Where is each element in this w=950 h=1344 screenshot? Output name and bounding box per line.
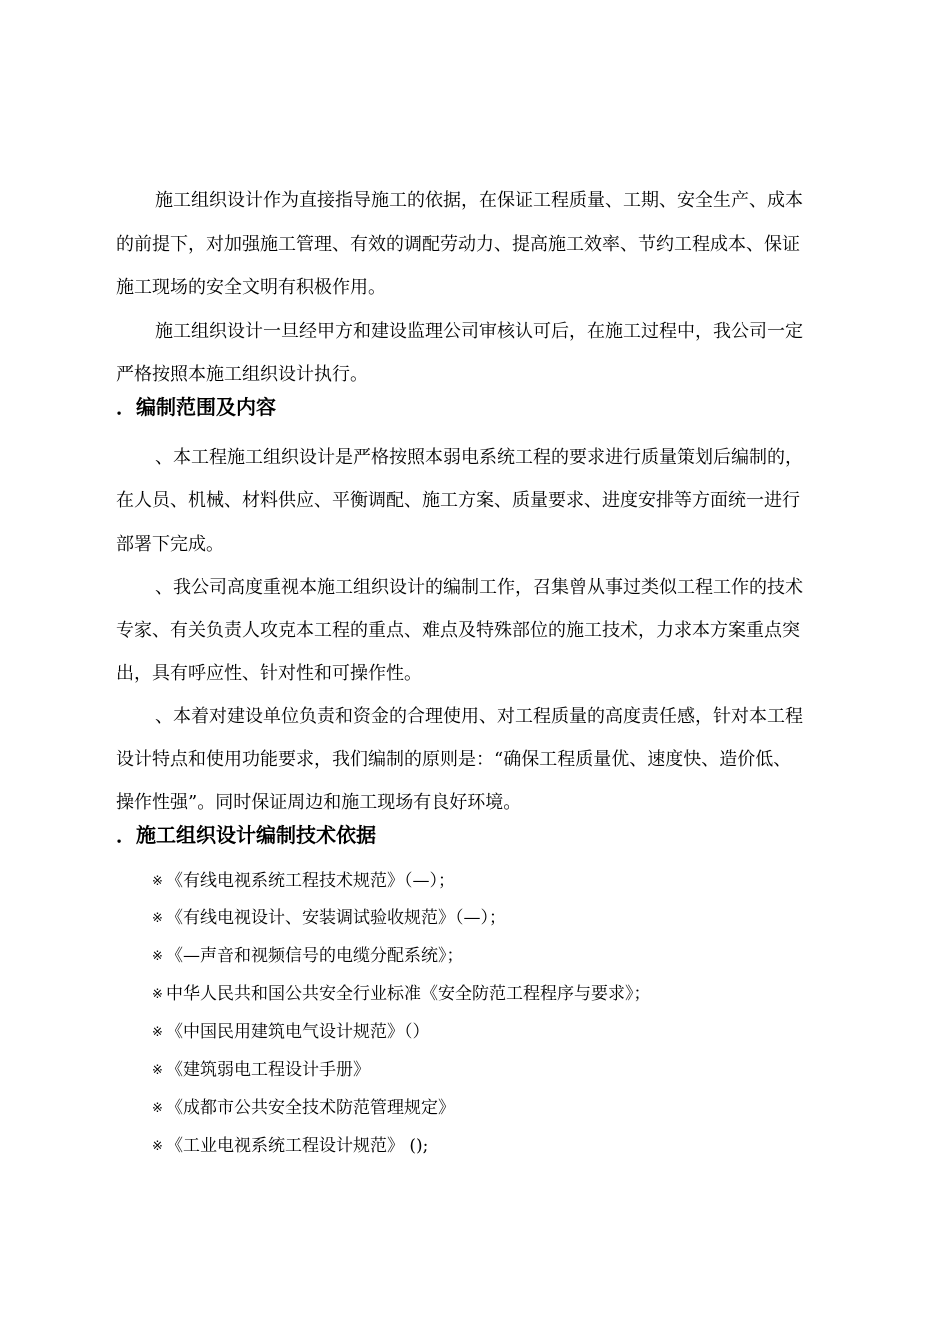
reference-text: 《中国民用建筑电气设计规范》（） <box>166 1022 430 1042</box>
scope-item-3-line-3: 操作性强”。同时保证周边和施工现场有良好环境。 <box>116 792 522 813</box>
section-heading-basis: ．施工组织设计编制技术依据 <box>116 823 376 847</box>
scope-item-1-line-1: 、本工程施工组织设计是严格按照本弱电系统工程的要求进行质量策划后编制的， <box>155 447 803 468</box>
bullet-mark-icon: ※ <box>152 1101 163 1116</box>
reference-item <box>152 982 651 1007</box>
scope-item-2-line-2: 专家、有关负责人攻克本工程的重点、难点及特殊部位的施工技术，力求本方案重点突 <box>116 620 800 641</box>
reference-text: 《有线电视设计、安装调试验收规范》（—）； <box>166 908 506 928</box>
bullet-mark-icon: ※ <box>152 1139 163 1154</box>
reference-text: 《成都市公共安全技术防范管理规定》 <box>166 1098 455 1118</box>
scope-item-1-line-3: 部署下完成。 <box>116 534 224 555</box>
intro-paragraph-2-line-1: 施工组织设计一旦经甲方和建设监理公司审核认可后，在施工过程中，我公司一定 <box>155 321 803 342</box>
section-heading-scope: ．编制范围及内容 <box>116 395 276 419</box>
reference-item <box>152 1020 430 1045</box>
reference-item <box>152 1096 455 1121</box>
bullet-mark-icon: ※ <box>152 911 163 926</box>
reference-text: 中华人民共和国公共安全行业标准《安全防范工程程序与要求》； <box>166 984 651 1004</box>
reference-text: 《工业电视系统工程设计规范》 (); <box>166 1136 429 1156</box>
reference-item <box>152 1058 370 1083</box>
bullet-mark-icon: ※ <box>152 949 163 964</box>
bullet-mark-icon: ※ <box>152 874 163 889</box>
reference-item <box>152 906 506 931</box>
scope-item-1-line-2: 在人员、机械、材料供应、平衡调配、施工方案、质量要求、进度安排等方面统一进行 <box>116 490 800 511</box>
scope-item-2-line-3: 出，具有呼应性、针对性和可操作性。 <box>116 663 422 684</box>
bullet-mark-icon: ※ <box>152 1025 163 1040</box>
reference-text: 《有线电视系统工程技术规范》（—）； <box>166 871 455 891</box>
reference-item <box>152 1134 428 1159</box>
intro-paragraph-2-line-2: 严格按照本施工组织设计执行。 <box>116 364 368 385</box>
scope-item-3-line-1: 、本着对建设单位负责和资金的合理使用、对工程质量的高度责任感，针对本工程 <box>155 706 803 727</box>
scope-item-3-line-2: 设计特点和使用功能要求，我们编制的原则是：“确保工程质量优、速度快、造价低、 <box>116 749 792 770</box>
intro-paragraph-1-line-1: 施工组织设计作为直接指导施工的依据，在保证工程质量、工期、安全生产、成本 <box>155 190 803 211</box>
scope-item-2-line-1: 、我公司高度重视本施工组织设计的编制工作，召集曾从事过类似工程工作的技术 <box>155 577 803 598</box>
bullet-mark-icon: ※ <box>152 987 163 1002</box>
reference-text: 《建筑弱电工程设计手册》 <box>166 1060 370 1080</box>
reference-item <box>152 869 455 894</box>
bullet-mark-icon: ※ <box>152 1063 163 1078</box>
intro-paragraph-1-line-2: 的前提下，对加强施工管理、有效的调配劳动力、提高施工效率、节约工程成本、保证 <box>116 234 800 255</box>
intro-paragraph-1-line-3: 施工现场的安全文明有积极作用。 <box>116 277 386 298</box>
reference-text: 《—声音和视频信号的电缆分配系统》； <box>166 946 464 966</box>
reference-item <box>152 944 464 969</box>
